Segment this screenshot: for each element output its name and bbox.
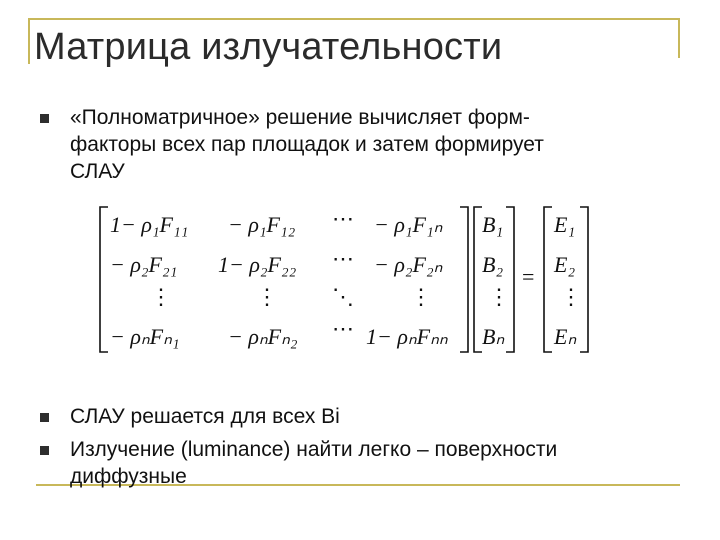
matrix-cell-4-4: 1− ρₙFₙₙ	[366, 324, 448, 349]
bullet-1-line-1: «Полноматричное» решение вычисляет форм-	[70, 106, 530, 129]
e-right-bracket	[580, 207, 588, 352]
matrix-cell-2-4: − ρ₂F₂ₙ	[374, 252, 443, 277]
matrix-cell-4-2: − ρₙFₙ₂	[228, 324, 298, 349]
matrix-cell-3-2: ⋮	[256, 284, 278, 309]
b-vector-3: ⋮	[488, 284, 510, 309]
matrix-cell-2-2: 1− ρ₂F₂₂	[218, 252, 297, 277]
b-vector-2: B₂	[482, 252, 504, 277]
matrix-cell-1-1: 1− ρ₁F₁₁	[110, 212, 189, 237]
matrix-cell-1-2: − ρ₁F₁₂	[228, 212, 296, 237]
b-left-bracket	[474, 207, 482, 352]
matrix-cell-4-3: ⋯	[332, 316, 354, 341]
matrix-cell-1-4: − ρ₁F₁ₙ	[374, 212, 443, 237]
bullet-marker	[40, 413, 49, 422]
b-vector-1: B₁	[482, 212, 504, 237]
bullet-1-line-3: СЛАУ	[70, 160, 125, 183]
matrix-cell-3-1: ⋮	[150, 284, 172, 309]
b-vector-4: Bₙ	[482, 324, 505, 349]
slide-title: Матрица излучательности	[34, 26, 503, 68]
b-right-bracket	[506, 207, 514, 352]
bullet-text-2	[70, 403, 340, 430]
matrix-cell-4-1: − ρₙFₙ₁	[110, 324, 180, 349]
e-vector-4: Eₙ	[554, 324, 577, 349]
bullet-marker	[40, 446, 49, 455]
matrix-cell-2-1: − ρ₂F₂₁	[110, 252, 178, 277]
bullet-2-line-1: СЛАУ решается для всех Bi	[70, 405, 340, 428]
matrix-cell-2-3: ⋯	[332, 246, 354, 271]
e-vector-2: E₂	[554, 252, 576, 277]
matrix-right-bracket	[460, 207, 468, 352]
bullet-3-line-2: диффузные	[70, 465, 187, 488]
e-vector-3: ⋮	[560, 284, 582, 309]
bullet-3-line-1: Излучение (luminance) найти легко – поверхности	[70, 438, 558, 461]
bullet-text-3	[70, 436, 557, 490]
e-vector-1: E₁	[554, 212, 576, 237]
bullet-1-line-2: факторы всех пар площадок и затем формирует	[70, 133, 544, 156]
matrix-cell-3-4: ⋮	[410, 284, 432, 309]
matrix-cell-3-3: ⋱	[332, 284, 354, 309]
matrix-left-bracket	[100, 207, 108, 352]
equals-sign: =	[522, 264, 535, 289]
e-left-bracket	[544, 207, 552, 352]
matrix-cell-1-3: ⋯	[332, 206, 354, 231]
